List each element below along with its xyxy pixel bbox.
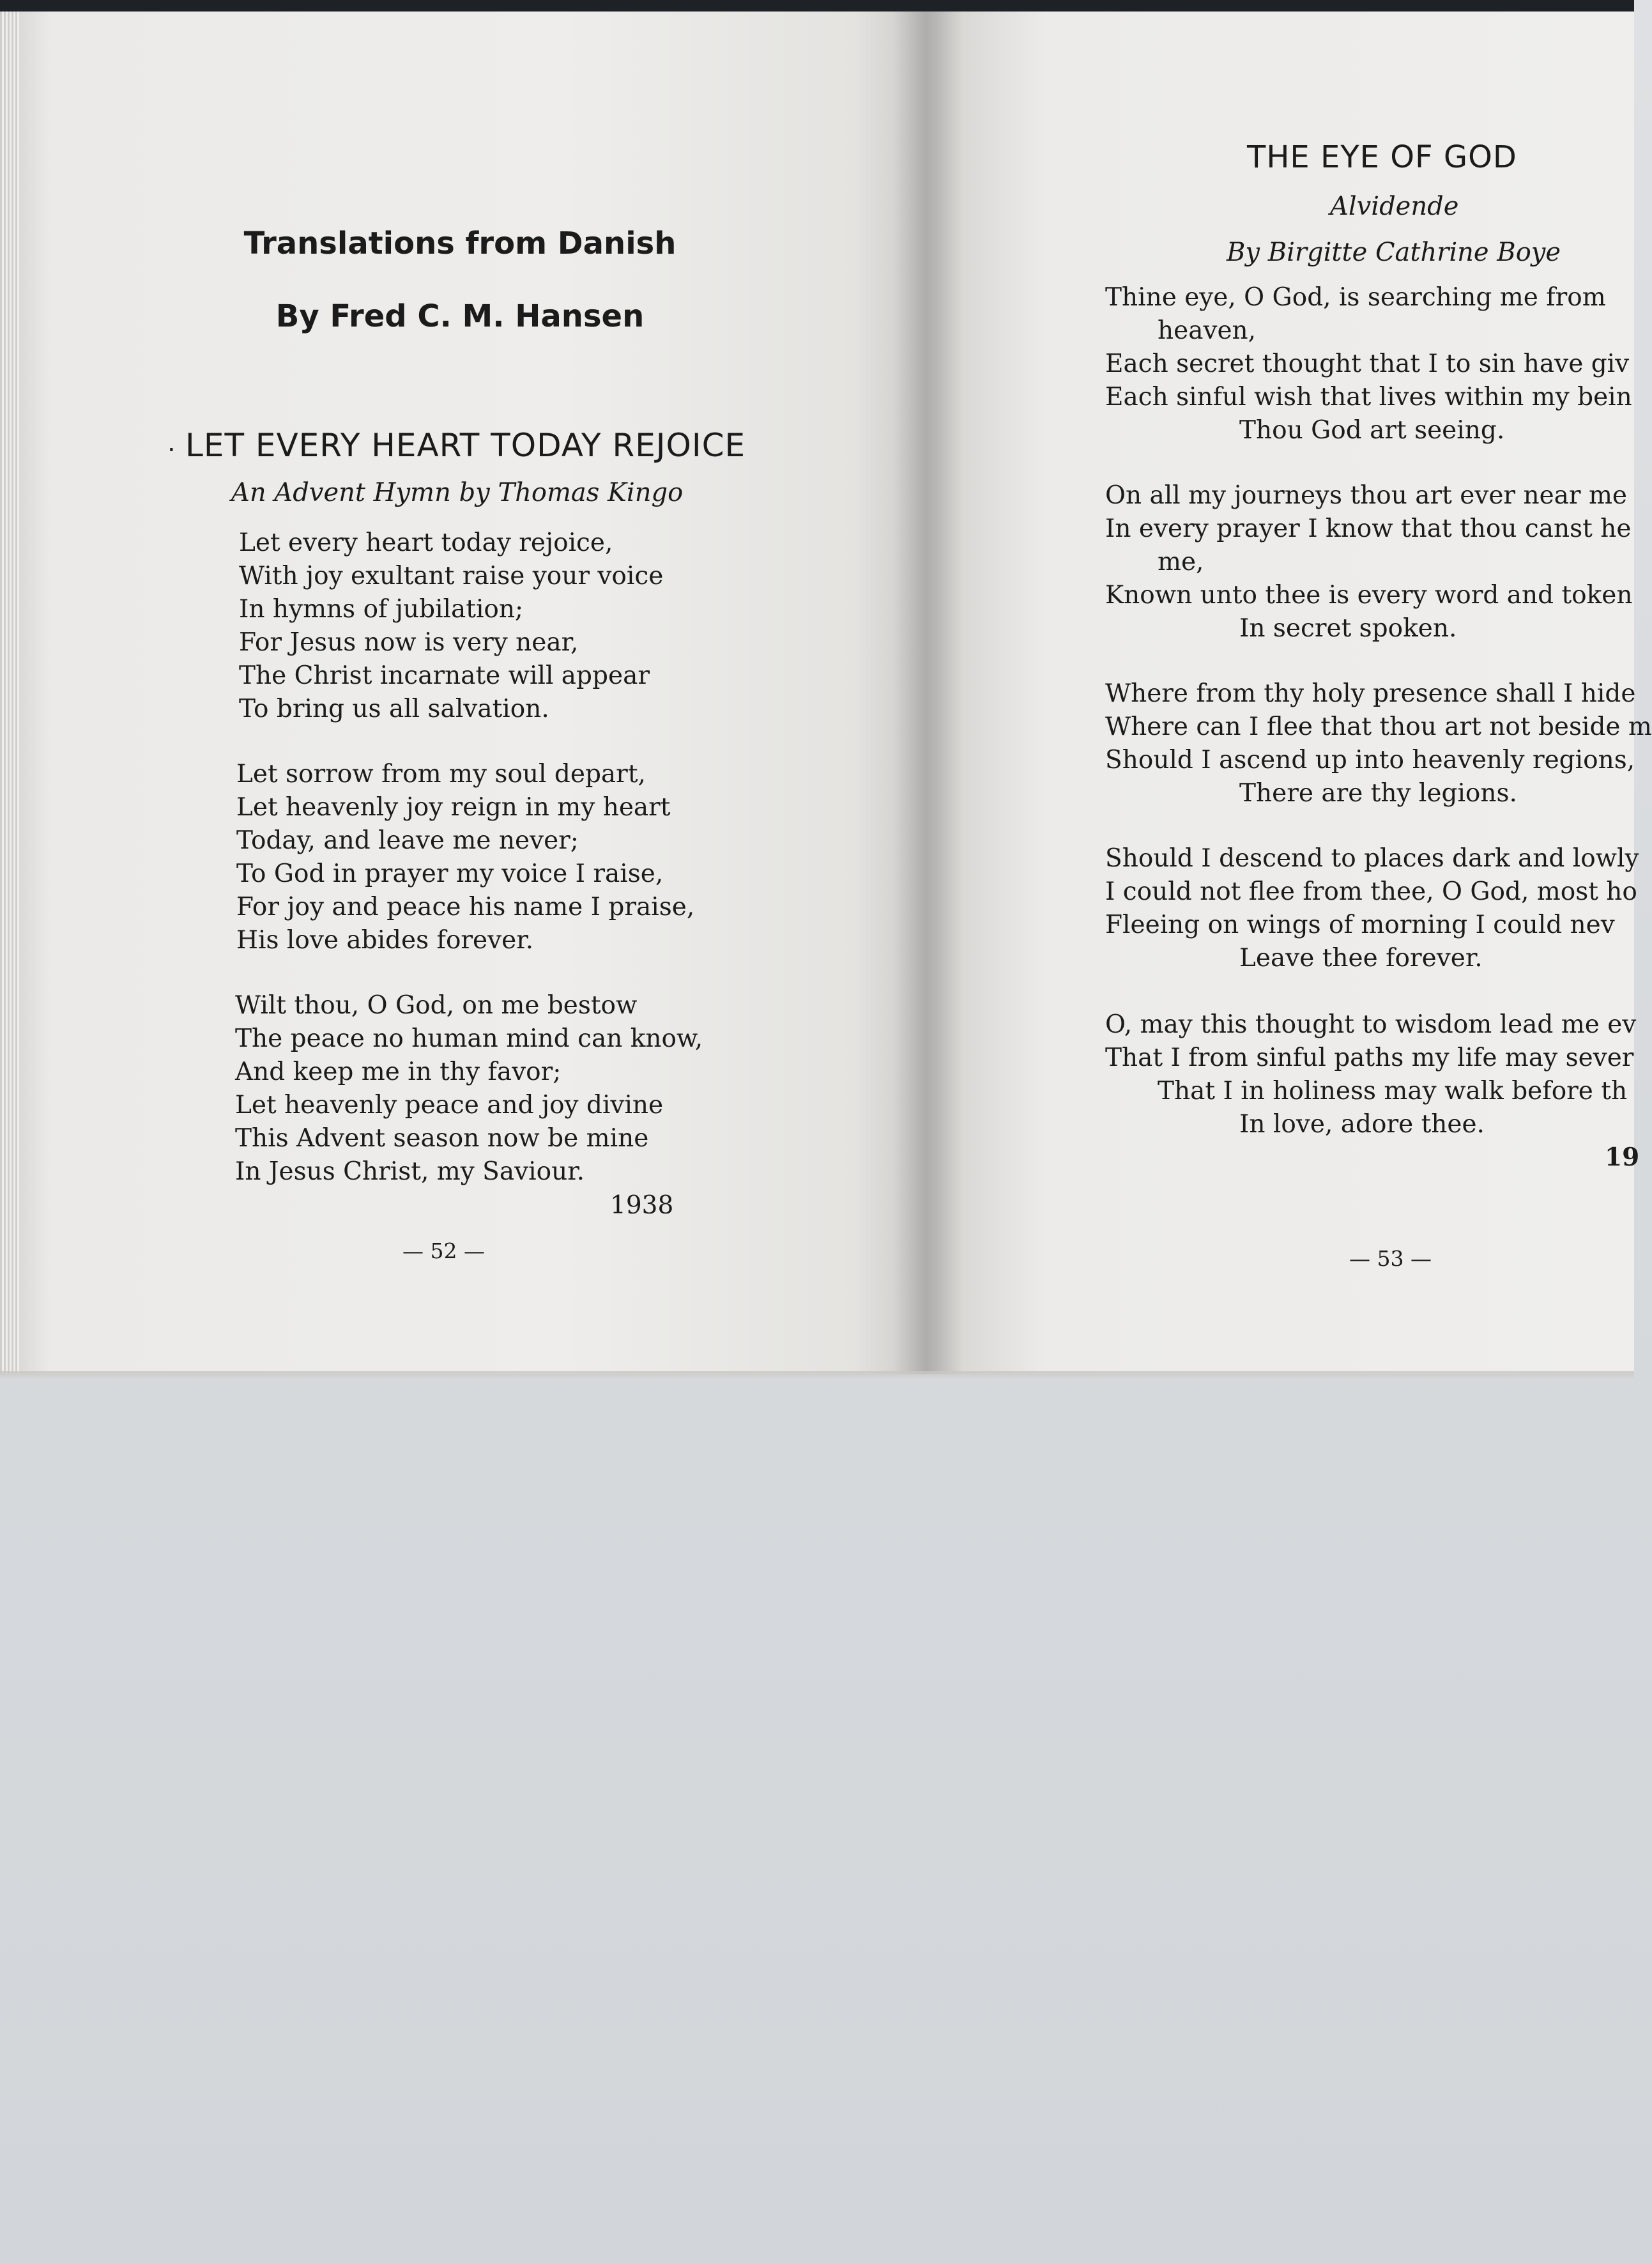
verse-line: There are thy legions. [1239, 779, 1517, 808]
stanza-right-3 [1105, 677, 1652, 810]
verse-line: Where from thy holy presence shall I hide [1105, 679, 1636, 708]
verse-line: Let every heart today rejoice, [239, 528, 613, 557]
page-number-left: — 52 — [402, 1238, 485, 1263]
verse-line: With joy exultant raise your voice [239, 562, 664, 590]
verse-line: That I in holiness may walk before th [1158, 1077, 1628, 1105]
year-left: 1938 [610, 1191, 674, 1220]
verse-line: In secret spoken. [1239, 614, 1457, 643]
verse-line: Where can I flee that thou art not beside m [1105, 712, 1652, 741]
right-page-content [965, 12, 1652, 1374]
verse-line: Each sinful wish that lives within my bein [1105, 383, 1632, 412]
section-heading: Translations from Danish [243, 226, 677, 261]
verse-line: On all my journeys thou art ever near me [1105, 481, 1628, 510]
page-number-right: — 53 — [1349, 1246, 1432, 1271]
verse-line: His love abides forever. [236, 926, 534, 955]
verse-line: Fleeing on wings of morning I could nev [1105, 911, 1615, 939]
verse-line: Let heavenly joy reign in my heart [236, 793, 671, 822]
stanza-right-1 [1105, 281, 1632, 447]
hymn-author-right: By Birgitte Cathrine Boye [1227, 238, 1561, 267]
hymn-title-left: LET EVERY HEART TODAY REJOICE [185, 427, 746, 464]
ink-mark: . [167, 428, 176, 458]
verse-line: Let heavenly peace and joy divine [235, 1091, 664, 1120]
verse-line: Today, and leave me never; [236, 826, 579, 855]
verse-line: Should I descend to places dark and lowly [1105, 844, 1639, 873]
verse-line: Let sorrow from my soul depart, [236, 760, 646, 789]
verse-line: For joy and peace his name I praise, [236, 893, 695, 921]
verse-line: Each secret thought that I to sin have giv [1105, 350, 1630, 378]
verse-line: This Advent season now be mine [235, 1124, 649, 1153]
stanza-right-2 [1105, 479, 1633, 645]
verse-line: Wilt thou, O God, on me bestow [235, 991, 638, 1020]
verse-line: Thine eye, O God, is searching me from [1105, 283, 1606, 312]
verse-line: Leave thee forever. [1239, 944, 1483, 973]
year-right: 19 [1605, 1143, 1640, 1172]
verse-line: The Christ incarnate will appear [239, 661, 650, 690]
verse-line: In hymns of jubilation; [239, 595, 524, 624]
verse-line: In Jesus Christ, my Saviour. [235, 1157, 585, 1186]
verse-line: Thou God art seeing. [1239, 416, 1505, 445]
hymn-subtitle-left: An Advent Hymn by Thomas Kingo [231, 478, 684, 507]
verse-line: To God in prayer my voice I raise, [236, 859, 664, 888]
verse-line: That I from sinful paths my life may sever [1105, 1043, 1634, 1072]
verse-line: O, may this thought to wisdom lead me ev [1105, 1010, 1637, 1039]
hymn-title-right: THE EYE OF GOD [1247, 139, 1517, 175]
stanza-right-5 [1105, 1008, 1636, 1141]
verse-line: heaven, [1158, 316, 1257, 345]
verse-line: And keep me in thy favor; [235, 1058, 562, 1086]
verse-line: For Jesus now is very near, [239, 628, 579, 657]
stanza-right-4 [1105, 842, 1639, 975]
translator-byline: By Fred C. M. Hansen [275, 298, 645, 334]
verse-line: me, [1158, 548, 1204, 576]
verse-line: In love, adore thee. [1239, 1110, 1485, 1139]
verse-line: To bring us all salvation. [239, 695, 549, 723]
verse-line: Should I ascend up into heavenly regions, [1105, 746, 1635, 774]
verse-line: Known unto thee is every word and token [1105, 581, 1633, 610]
hymn-subtitle-right: Alvidende [1330, 192, 1459, 221]
open-book [0, 12, 1652, 1374]
verse-line: In every prayer I know that thou canst he [1105, 514, 1632, 543]
verse-line: The peace no human mind can know, [235, 1024, 703, 1053]
verse-line: I could not flee from thee, O God, most ho [1105, 877, 1637, 906]
